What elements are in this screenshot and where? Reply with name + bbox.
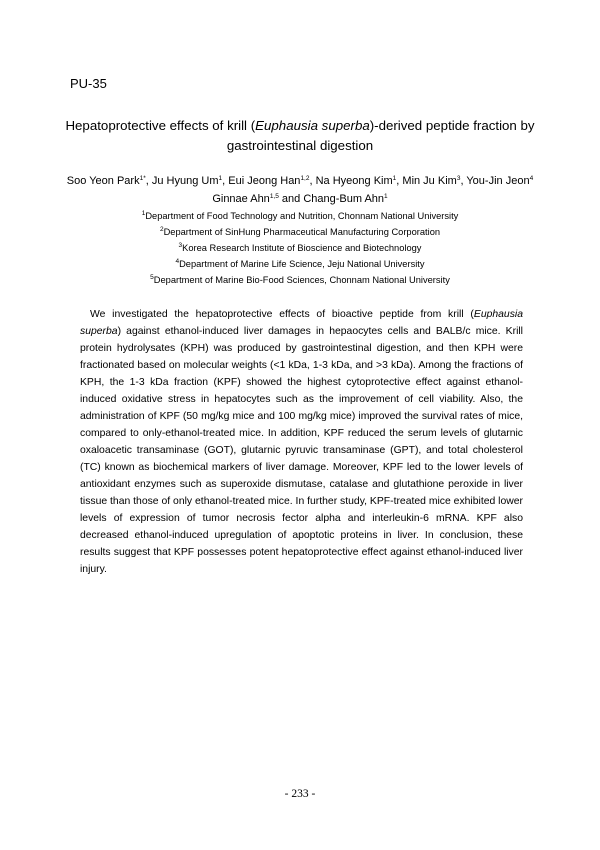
affiliation-text: Department of Marine Life Science, Jeju National University [179,259,425,269]
author-name: Chang-Bum Ahn [303,193,385,205]
author-affiliation-mark: 1* [139,175,146,182]
affiliation-text: Department of Food Technology and Nutrition, Chonnam National University [145,211,459,221]
author-affiliation-mark: 4 [529,175,534,182]
affiliation [40,208,560,224]
title-text-part1: Hepatoprotective effects of krill ( [65,118,256,133]
affiliation [40,256,560,272]
affiliation-number: 3 [178,242,183,249]
author-affiliation-mark: 1,2 [300,175,310,182]
author-affiliation-mark: 1 [392,175,397,182]
affiliation-text: Department of Marine Bio-Food Sciences, Chonnam National University [153,275,450,285]
affiliation-number: 4 [175,258,180,265]
author-name: Min Ju Kim [402,175,457,187]
affiliation-number: 1 [141,210,146,217]
author-separator: , [145,175,152,187]
affiliation-list [40,208,560,288]
author-list [40,172,560,208]
author-name: Soo Yeon Park [66,175,140,187]
author-affiliation-mark: 1 [218,175,223,182]
author [466,175,533,187]
author [303,193,387,205]
title-text-part2: )-derived peptide fraction by gastrointestinal digestion [226,118,535,153]
abstract-text-part1: We investigated the hepatoprotective effects of bioactive peptide from krill ( [90,309,474,320]
author [152,175,228,187]
abstract-text-part2: ) against ethanol-induced liver damages in hepaocytes cells and BALB/c mice. Krill protein hydrolysates (KPH) was produced by gastrointestinal digestion, and then KPH were fractionated based on molecular weights (<1 kDa, 1-3 kDa, and >3 kDa). Among the fractions of KPH, the 1-3 kDa fraction (KPF) showed the highest cytoprotective effect against ethanol-induced oxidative stress in hepatocytes such as the improvement of cell viability. Also, the administration of KPF (50 mg/kg mice and 100 mg/kg mice) improved the survival rates of mice, compared to only-ethanol-treated mice. In addition, KPF reduced the serum levels of glutarnic oxaloacetic transaminase (GOT), glutarnic pyruvic transaminase (GPT), and total cholesterol (TC) known as biochemical markers of liver damage. Moreover, KPF led to the lower levels of antioxidant enzymes such as superoxide dismutase, catalase and glutathione peroxide in liver tissue than those of only ethanol-treated mice. In further study, KPF-treated mice exhibited lower levels of expression of tumor necrosis fector alpha and interleukin-6 mRNA. KPF also decreased ethanol-induced upregulation of apoptotic proteins in liver. In conclusion, these results suggest that KPF possesses potent hepatoprotective effect against ethanol-induced liver injury. [80,326,523,575]
author-separator: , [309,175,316,187]
author-separator: , [460,175,467,187]
title-species-name: Euphausia superba [255,118,370,133]
author-name: Na Hyeong Kim [315,175,393,187]
author-name: Ju Hyung Um [151,175,219,187]
affiliation [40,272,560,288]
author-name: Eui Jeong Han [228,175,301,187]
author [402,175,466,187]
author-name: You-Jin Jeon [466,175,530,187]
abstract-paragraph [80,306,523,578]
author-affiliation-mark: 1 [384,193,388,200]
paper-title [60,116,540,156]
author [67,175,152,187]
abstract [80,306,523,578]
author [228,175,315,187]
affiliation [40,240,560,256]
author-separator: , [222,175,229,187]
affiliation-number: 2 [159,226,164,233]
page-number: - 233 - [284,788,316,800]
author-separator: , [396,175,403,187]
affiliation-text: Korea Research Institute of Bioscience and Biotechnology [182,243,422,253]
abstract-species-name: Euphausia superba [80,309,523,337]
author-separator: and [278,193,304,205]
session-code: PU-35 [70,76,107,91]
affiliation-text: Department of SinHung Pharmaceutical Manufacturing Corporation [163,227,441,237]
author-affiliation-mark: 1,5 [269,193,279,200]
author-affiliation-mark: 3 [456,175,461,182]
author [316,175,403,187]
affiliation [40,224,560,240]
author-name: Ginnae Ahn [212,193,270,205]
author [212,193,303,205]
affiliation-number: 5 [150,274,154,281]
